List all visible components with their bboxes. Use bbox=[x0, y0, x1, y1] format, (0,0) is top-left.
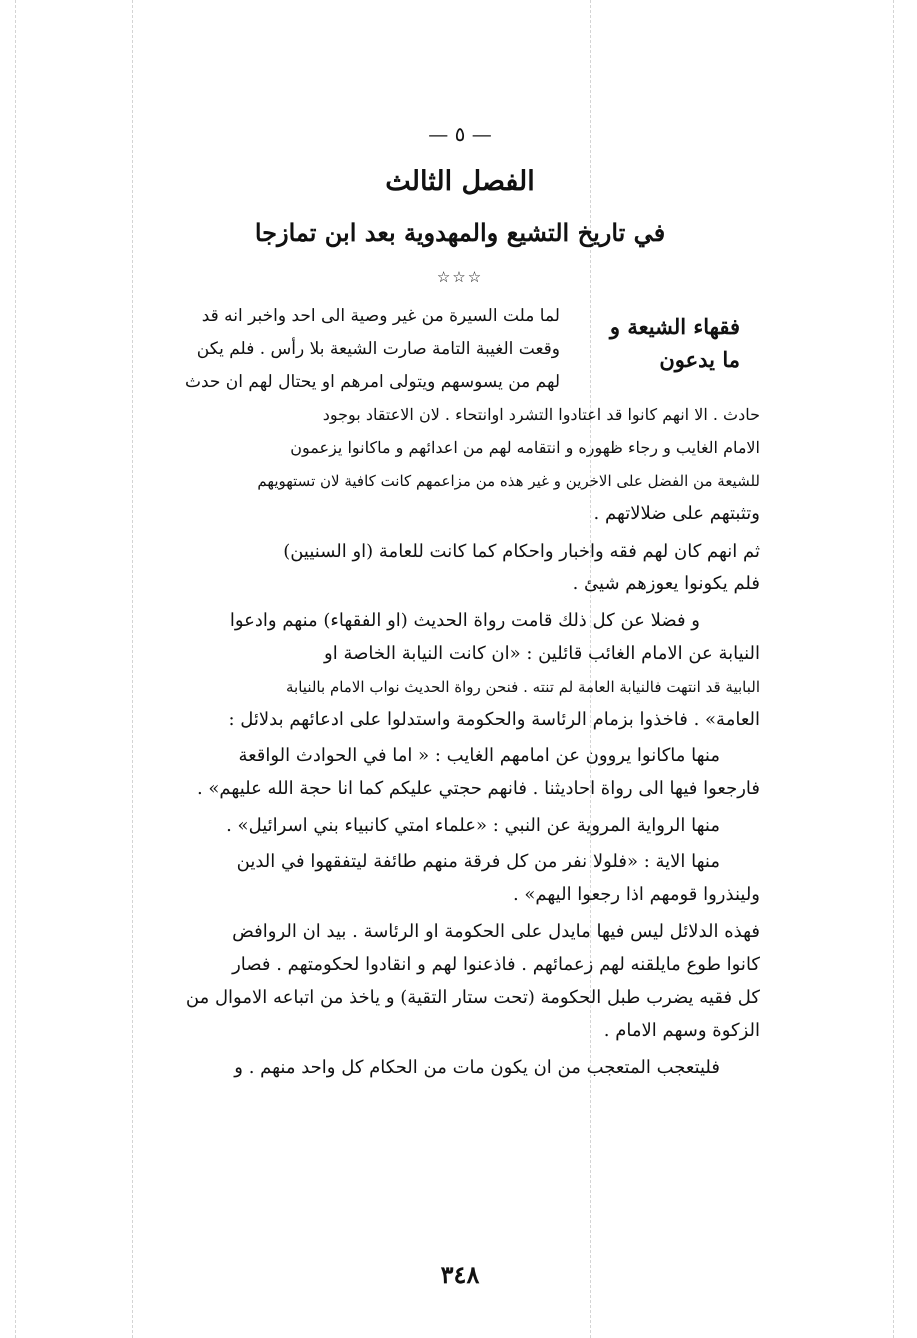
margin-heading-line: ما يدعون bbox=[659, 347, 740, 372]
body-line: فارجعوا فيها الى رواة احاديثنا . فانهم حجتي عليكم كما انا حجة الله عليهم» . bbox=[196, 778, 760, 799]
section-ornament: ☆☆☆ bbox=[436, 268, 484, 286]
body-line: و فضلا عن كل ذلك قامت رواة الحديث (او الفقهاء) منهم وادعوا bbox=[229, 610, 700, 631]
body-line: البابية قد انتهت فالنيابة العامة لم تنته . فنحن رواة الحديث نواب الامام بالنيابة bbox=[286, 678, 760, 696]
body-line: فهذه الدلائل ليس فيها مايدل على الحكومة او الرئاسة . بيد ان الروافض bbox=[232, 921, 760, 942]
body-line: وقعت الغيبة التامة صارت الشيعة بلا رأس . فلم يكن bbox=[196, 339, 560, 359]
body-line: كانوا طوع مايلقنه لهم زعمائهم . فاذعنوا لهم و انقادوا لحكومتهم . فصار bbox=[232, 954, 760, 975]
chapter-subtitle: في تاريخ التشيع والمهدوية بعد ابن تمازجا bbox=[254, 218, 666, 247]
scan-streak bbox=[893, 0, 894, 1338]
body-line: وتثبتهم على ضلالاتهم . bbox=[593, 503, 760, 524]
body-line: لما ملت السيرة من غير وصية الى احد واخبر انه قد bbox=[201, 306, 560, 326]
chapter-title: الفصل الثالث bbox=[385, 166, 535, 197]
body-line: ثم انهم كان لهم فقه واخبار واحكام كما كانت للعامة (او السنيين) bbox=[283, 541, 760, 562]
body-line: ولينذروا قومهم اذا رجعوا اليهم» . bbox=[512, 884, 760, 905]
body-line: كل فقيه يضرب طبل الحكومة (تحت ستار التقية) و ياخذ من اتباعه الاموال من bbox=[185, 987, 760, 1008]
body-line: حادث . الا انهم كانوا قد اعتادوا التشرد اوانتحاء . لان الاعتقاد بوجود bbox=[322, 405, 760, 424]
body-line: منها الاية : «فلولا نفر من كل فرقة منهم طائفة ليتفقهوا في الدين bbox=[236, 851, 720, 872]
page-number: ٣٤٨ bbox=[440, 1260, 480, 1289]
margin-heading bbox=[590, 310, 740, 376]
margin-heading-line: فقهاء الشيعة و bbox=[609, 314, 740, 339]
scan-streak bbox=[132, 0, 133, 1338]
body-line: للشيعة من الفضل على الاخرين و غير هذه من مزاعمهم كانت كافية لان تستهويهم bbox=[257, 472, 760, 490]
body-line: منها الرواية المروية عن النبي : «علماء امتي كانبياء بني اسرائيل» . bbox=[226, 815, 720, 836]
body-line: لهم من يسوسهم ويتولى امرهم او يحتال لهم ان حدث bbox=[184, 372, 560, 392]
scan-streak bbox=[590, 0, 591, 1338]
body-line: الامام الغايب و رجاء ظهوره و انتقامه لهم من اعدائهم و ماكانوا يزعمون bbox=[290, 438, 760, 457]
page-marker: — ٥ — bbox=[428, 122, 492, 146]
scan-streak bbox=[15, 0, 16, 1338]
body-line: العامة» . فاخذوا بزمام الرئاسة والحكومة واستدلوا على ادعائهم بدلائل : bbox=[228, 709, 760, 730]
body-line: فلم يكونوا يعوزهم شيئ . bbox=[572, 573, 760, 594]
body-line: فليتعجب المتعجب من ان يكون مات من الحكام كل واحد منهم . و bbox=[234, 1057, 720, 1078]
body-line: منها ماكانوا يروون عن امامهم الغايب : « اما في الحوادث الواقعة bbox=[238, 745, 720, 766]
body-line: الزكوة وسهم الامام . bbox=[603, 1020, 760, 1041]
body-line: النيابة عن الامام الغائب قائلين : «ان كانت النيابة الخاصة او bbox=[324, 643, 760, 664]
